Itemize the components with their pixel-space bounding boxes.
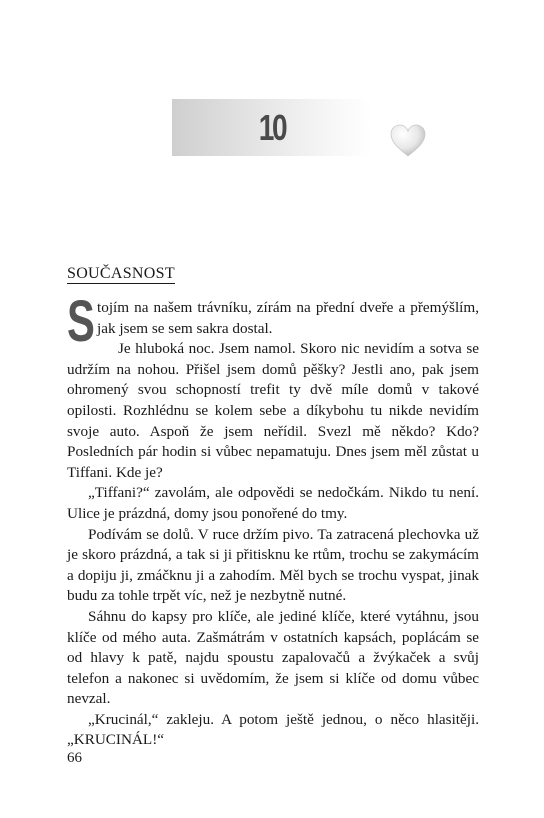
paragraph: „Tiffani?“ zavolám, ale odpovědi se nedočkám. Nikdo tu není. Ulice je prázdná, domy jsou ponořené do tmy. [67,484,479,522]
paragraph-text: tojím na našem trávníku, zírám na přední dveře a přemýšlím, jak jsem se sem sakra dostal. [97,299,479,337]
drop-cap: S [67,289,95,354]
paragraph: Podívám se dolů. V ruce držím pivo. Ta zatracená plechovka už je skoro prázdná, a tak si ji přitisknu ke rtům, trochu se zakymácím a dopiju ji, zmáčknu ji a zahodím. Měl bych se trochu vyspat, jinak budu za tohle trpět víc, než je nezbytně nutné. [67,525,479,605]
section-title: SOUČASNOST [67,265,175,282]
chapter-number: 10 [258,106,286,148]
paragraph: Je hluboká noc. Jsem namol. Skoro nic nevidím a sotva se udržím na nohou. Přišel jsem domů pěšky? Jestli ano, pak jsem ohromený svou schopností trefit ty dvě míle domů v takové opilosti. Rozhlédnu se kolem sebe a díkybohu tu nikde nevidím svoje auto. Aspoň že jsem neřídil. Svezl mě někdo? Kdo? Posledních pár hodin si vůbec nepamatuju. Dnes jsem měl zůstat u Tiffani. Kde je? [67,340,479,481]
page-number: 66 [67,750,82,766]
paragraph [67,289,479,354]
paragraph: „Krucinál,“ zakleju. A potom ještě jednou, o něco hlasitěji. „KRUCINÁL!“ [67,710,479,749]
body-text [67,289,479,751]
chapter-header [172,99,372,156]
heart-icon [390,124,426,158]
paragraph: Sáhnu do kapsy pro klíče, ale jediné klíče, které vytáhnu, jsou klíče od mého auta. Zašmátrám v ostatních kapsách, poplácám se od hlavy k patě, najdu spoustu zapalovačů a žvýkaček a svůj telefon a nakonec si uvědomím, že jsem si klíče od domu vůbec nevzal. [67,607,479,708]
